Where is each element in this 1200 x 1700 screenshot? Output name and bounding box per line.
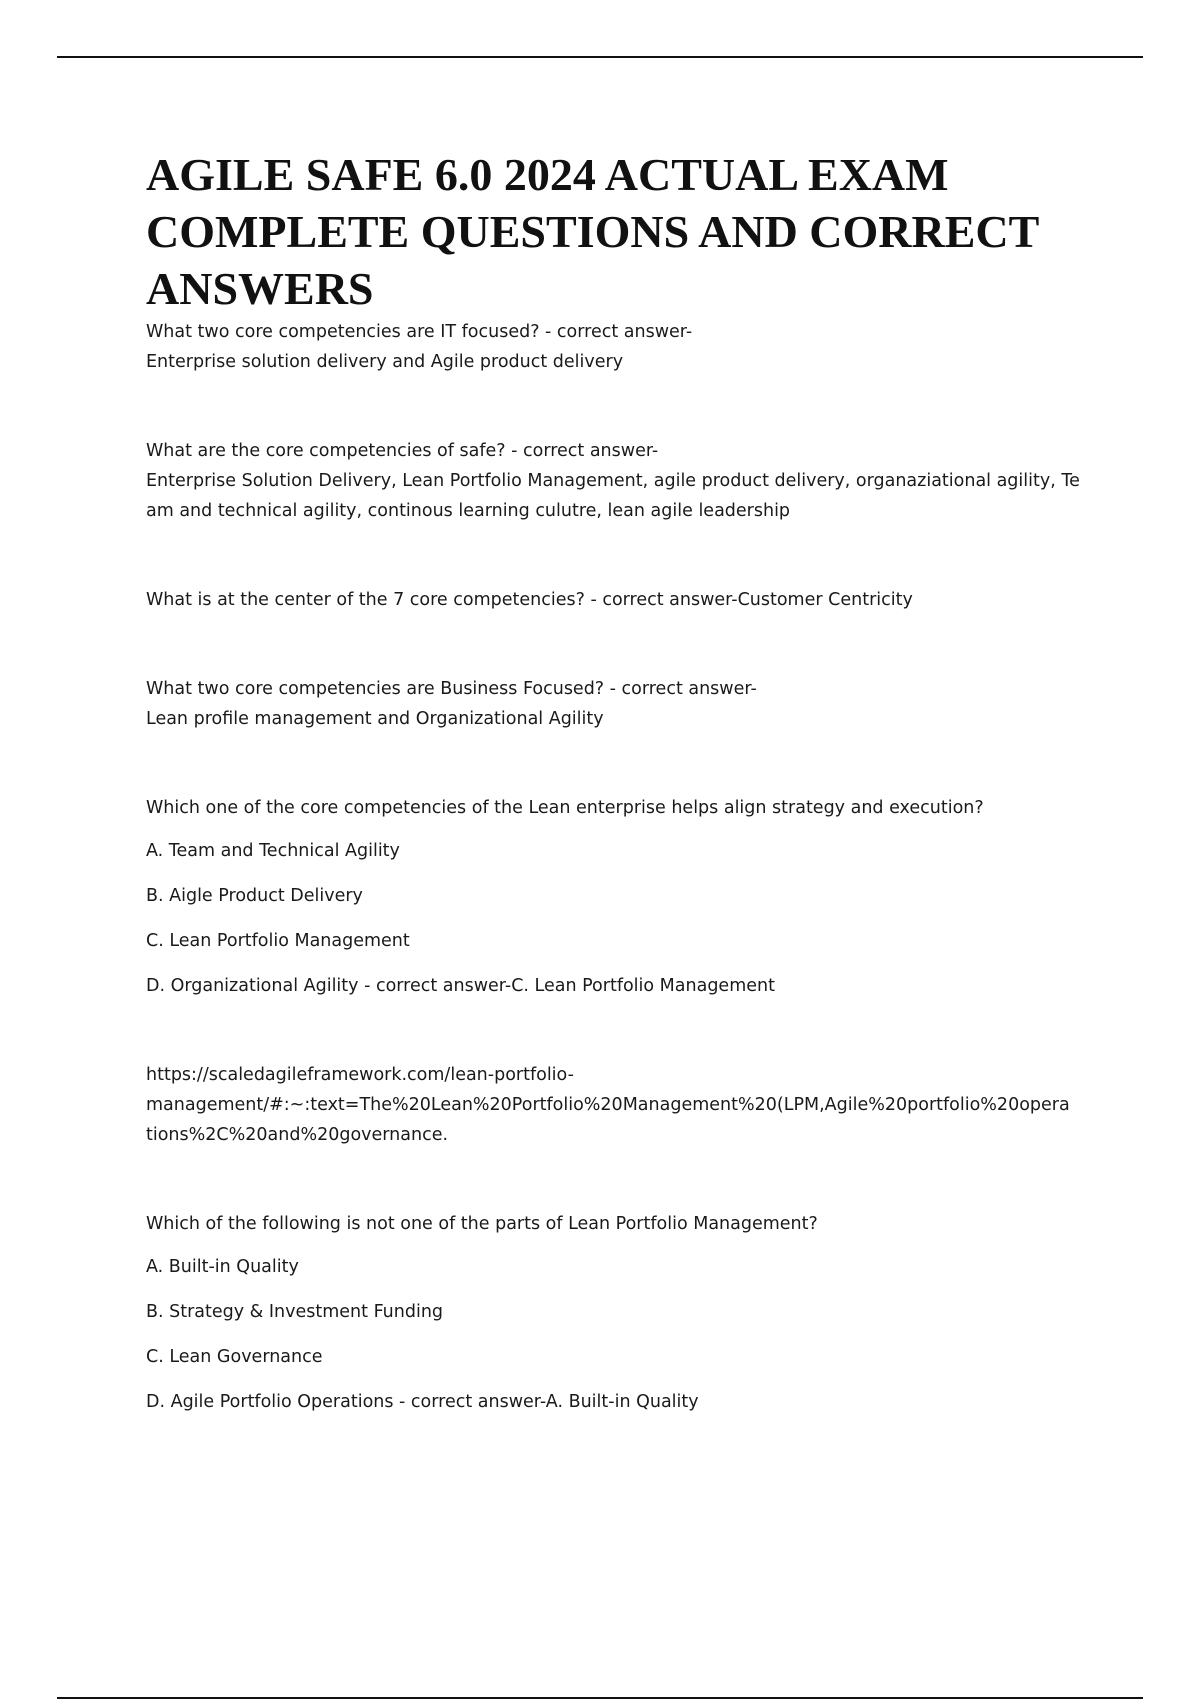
title-line-1: AGILE SAFE 6.0 2024 ACTUAL EXAM [146,149,949,200]
document-title [146,146,1091,317]
document-body [146,146,1091,1417]
bottom-rule [57,1697,1143,1699]
answer-text: am and technical agility, continous learning culutre, lean agile leadership [146,501,791,521]
answer-text: Enterprise Solution Delivery, Lean Portfolio Management, agile product delivery, organaziational agility, Te [146,471,1080,491]
reference-link-line-3[interactable]: tions%2C%20and%20governance. [146,1125,449,1145]
qa-block-5 [146,793,1091,1001]
qa-block-1 [146,317,1091,377]
reference-link-line-2[interactable]: management/#:~:text=The%20Lean%20Portfolio%20Management%20(LPM,Agile%20portfolio%20opera [146,1095,1070,1115]
question-text: Which of the following is not one of the parts of Lean Portfolio Management? [146,1214,818,1234]
qa-block-3 [146,585,1091,615]
qa-block-7 [146,1209,1091,1417]
top-rule [57,56,1143,58]
answer-text: Enterprise solution delivery and Agile product delivery [146,352,624,372]
title-line-2: COMPLETE QUESTIONS AND CORRECT [146,206,1040,257]
qa-block-4 [146,674,1091,734]
option-d: D. Organizational Agility - correct answer-C. Lean Portfolio Management [146,976,775,996]
question-text: Which one of the core competencies of the Lean enterprise helps align strategy and execution? [146,798,984,818]
option-a: A. Team and Technical Agility [146,841,400,861]
option-a: A. Built-in Quality [146,1257,299,1277]
option-b: B. Aigle Product Delivery [146,886,363,906]
option-d: D. Agile Portfolio Operations - correct answer-A. Built-in Quality [146,1392,699,1412]
option-c: C. Lean Portfolio Management [146,931,410,951]
question-text: What are the core competencies of safe? - correct answer- [146,441,659,461]
reference-link-line-1[interactable]: https://scaledagileframework.com/lean-portfolio- [146,1065,574,1085]
question-text: What is at the center of the 7 core competencies? - correct answer-Customer Centricity [146,590,913,610]
option-b: B. Strategy & Investment Funding [146,1302,444,1322]
title-line-3: ANSWERS [146,263,374,314]
question-text: What two core competencies are Business Focused? - correct answer- [146,679,757,699]
option-c: C. Lean Governance [146,1347,323,1367]
qa-block-2 [146,436,1091,526]
answer-text: Lean profile management and Organizational Agility [146,709,604,729]
reference-link-block [146,1060,1091,1150]
question-text: What two core competencies are IT focused? - correct answer- [146,322,693,342]
